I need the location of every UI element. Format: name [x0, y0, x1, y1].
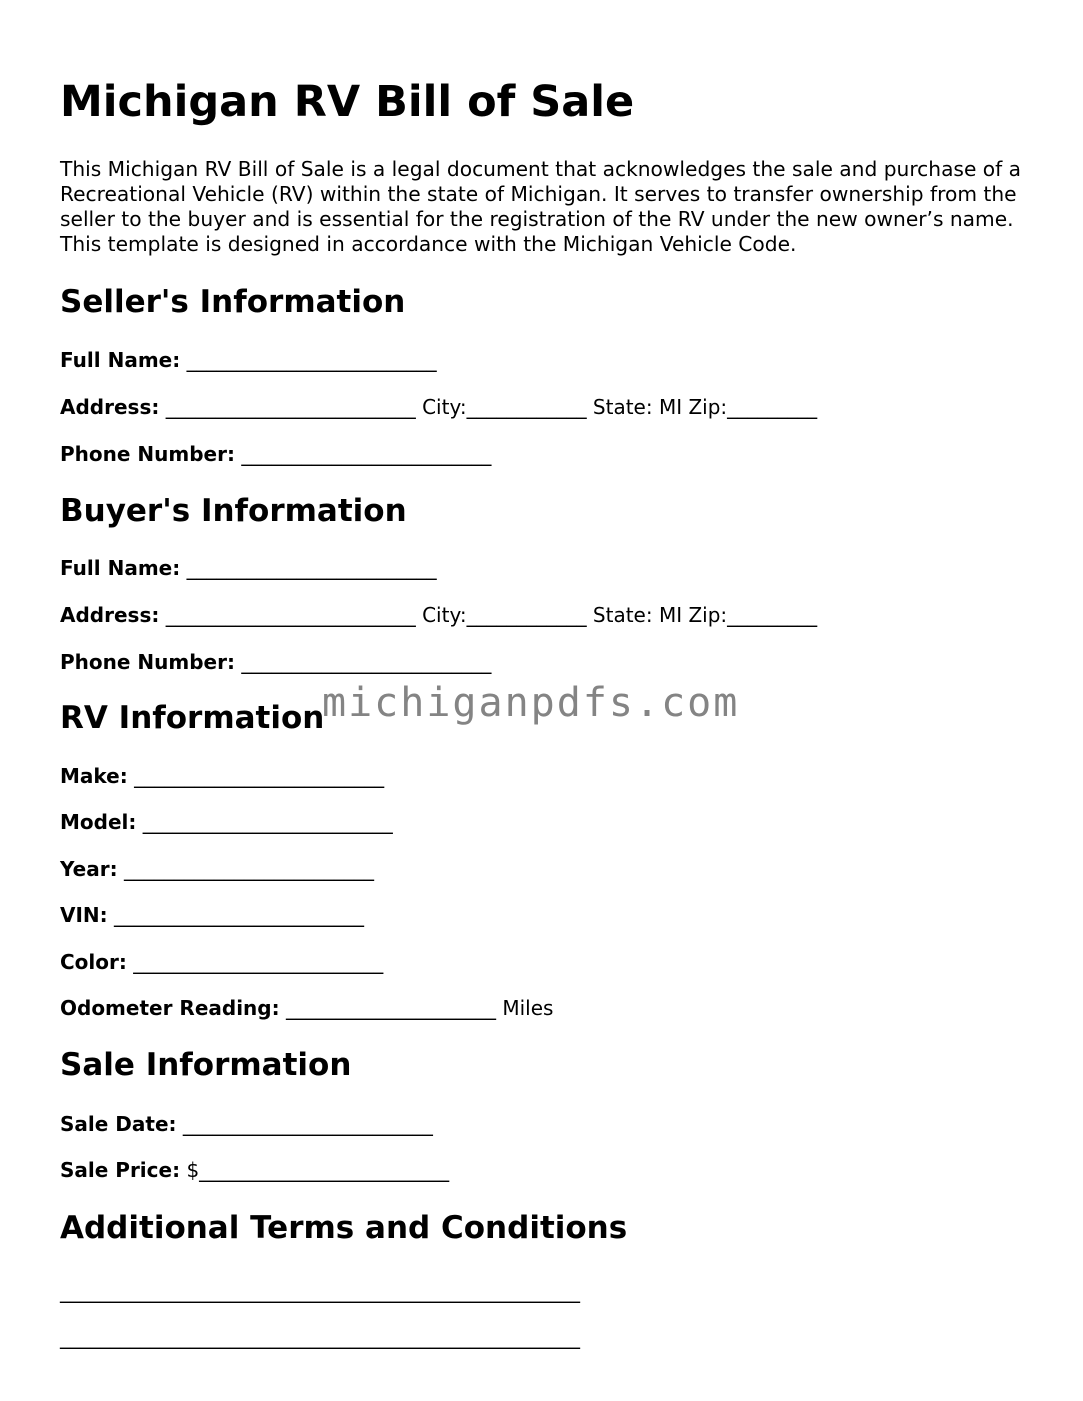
seller-full-name-row: [60, 347, 437, 373]
buyer-phone-label: Phone Number:: [60, 650, 235, 674]
buyer-full-name-field[interactable]: _________________________: [186, 556, 437, 580]
sale-price-label: Sale Price:: [60, 1158, 181, 1182]
rv-model-label: Model:: [60, 810, 137, 834]
seller-phone-field[interactable]: _________________________: [241, 442, 492, 466]
seller-state-zip-label: State: MI Zip:: [592, 395, 728, 419]
sale-date-field[interactable]: _________________________: [182, 1112, 433, 1136]
seller-address-label: Address:: [60, 395, 160, 419]
seller-address-row: [60, 394, 817, 420]
rv-color-row: [60, 949, 383, 975]
buyer-city-label: City:: [422, 603, 467, 627]
rv-year-label: Year:: [60, 857, 118, 881]
sale-price-currency: $: [186, 1158, 200, 1182]
document-title: Michigan RV Bill of Sale: [60, 77, 635, 127]
buyer-zip-field[interactable]: _________: [727, 603, 818, 627]
sale-date-label: Sale Date:: [60, 1112, 177, 1136]
rv-year-row: [60, 856, 374, 882]
rv-year-field[interactable]: _________________________: [123, 857, 374, 881]
buyer-state-zip-label: State: MI Zip:: [592, 603, 728, 627]
sale-date-row: [60, 1111, 433, 1137]
seller-phone-label: Phone Number:: [60, 442, 235, 466]
rv-model-row: [60, 809, 393, 835]
buyer-phone-row: [60, 649, 491, 675]
terms-heading: Additional Terms and Conditions: [60, 1210, 628, 1246]
rv-vin-field[interactable]: _________________________: [114, 903, 365, 927]
buyer-full-name-label: Full Name:: [60, 556, 181, 580]
terms-line-1[interactable]: ____________________________________________________: [60, 1279, 580, 1303]
seller-heading: Seller's Information: [60, 284, 406, 320]
buyer-address-row: [60, 602, 817, 628]
rv-odometer-row: [60, 995, 553, 1021]
rv-vin-label: VIN:: [60, 903, 108, 927]
rv-color-label: Color:: [60, 950, 127, 974]
buyer-address-label: Address:: [60, 603, 160, 627]
rv-vin-row: [60, 902, 364, 928]
watermark-text: michiganpdfs.com: [322, 680, 740, 726]
rv-make-field[interactable]: _________________________: [134, 764, 385, 788]
buyer-address-field[interactable]: _________________________: [165, 603, 416, 627]
sale-price-row: [60, 1157, 449, 1183]
rv-odometer-label: Odometer Reading:: [60, 996, 280, 1020]
sale-heading: Sale Information: [60, 1047, 352, 1083]
buyer-city-field[interactable]: ____________: [466, 603, 587, 627]
rv-make-label: Make:: [60, 764, 128, 788]
seller-city-label: City:: [422, 395, 467, 419]
intro-paragraph: This Michigan RV Bill of Sale is a legal document that acknowledges the sale and purchase of a Recreational Vehicle (RV) within the state of Michigan. It serves to transfer ownership from the seller to the buyer and is essential for the registration of the RV under the new owner’s name. This template is designed in accordance with the Michigan Vehicle Code.: [60, 157, 1022, 256]
rv-color-field[interactable]: _________________________: [133, 950, 384, 974]
rv-make-row: [60, 763, 384, 789]
buyer-heading: Buyer's Information: [60, 493, 407, 529]
seller-phone-row: [60, 441, 491, 467]
terms-line-2[interactable]: ____________________________________________________: [60, 1325, 580, 1349]
seller-address-field[interactable]: _________________________: [165, 395, 416, 419]
rv-odometer-unit: Miles: [502, 996, 554, 1020]
seller-full-name-label: Full Name:: [60, 348, 181, 372]
rv-odometer-field[interactable]: _____________________: [285, 996, 496, 1020]
rv-model-field[interactable]: _________________________: [142, 810, 393, 834]
seller-city-field[interactable]: ____________: [466, 395, 587, 419]
sale-price-field[interactable]: _________________________: [199, 1158, 450, 1182]
seller-zip-field[interactable]: _________: [727, 395, 818, 419]
buyer-full-name-row: [60, 555, 437, 581]
seller-full-name-field[interactable]: _________________________: [186, 348, 437, 372]
buyer-phone-field[interactable]: _________________________: [241, 650, 492, 674]
rv-heading: RV Information: [60, 700, 325, 736]
